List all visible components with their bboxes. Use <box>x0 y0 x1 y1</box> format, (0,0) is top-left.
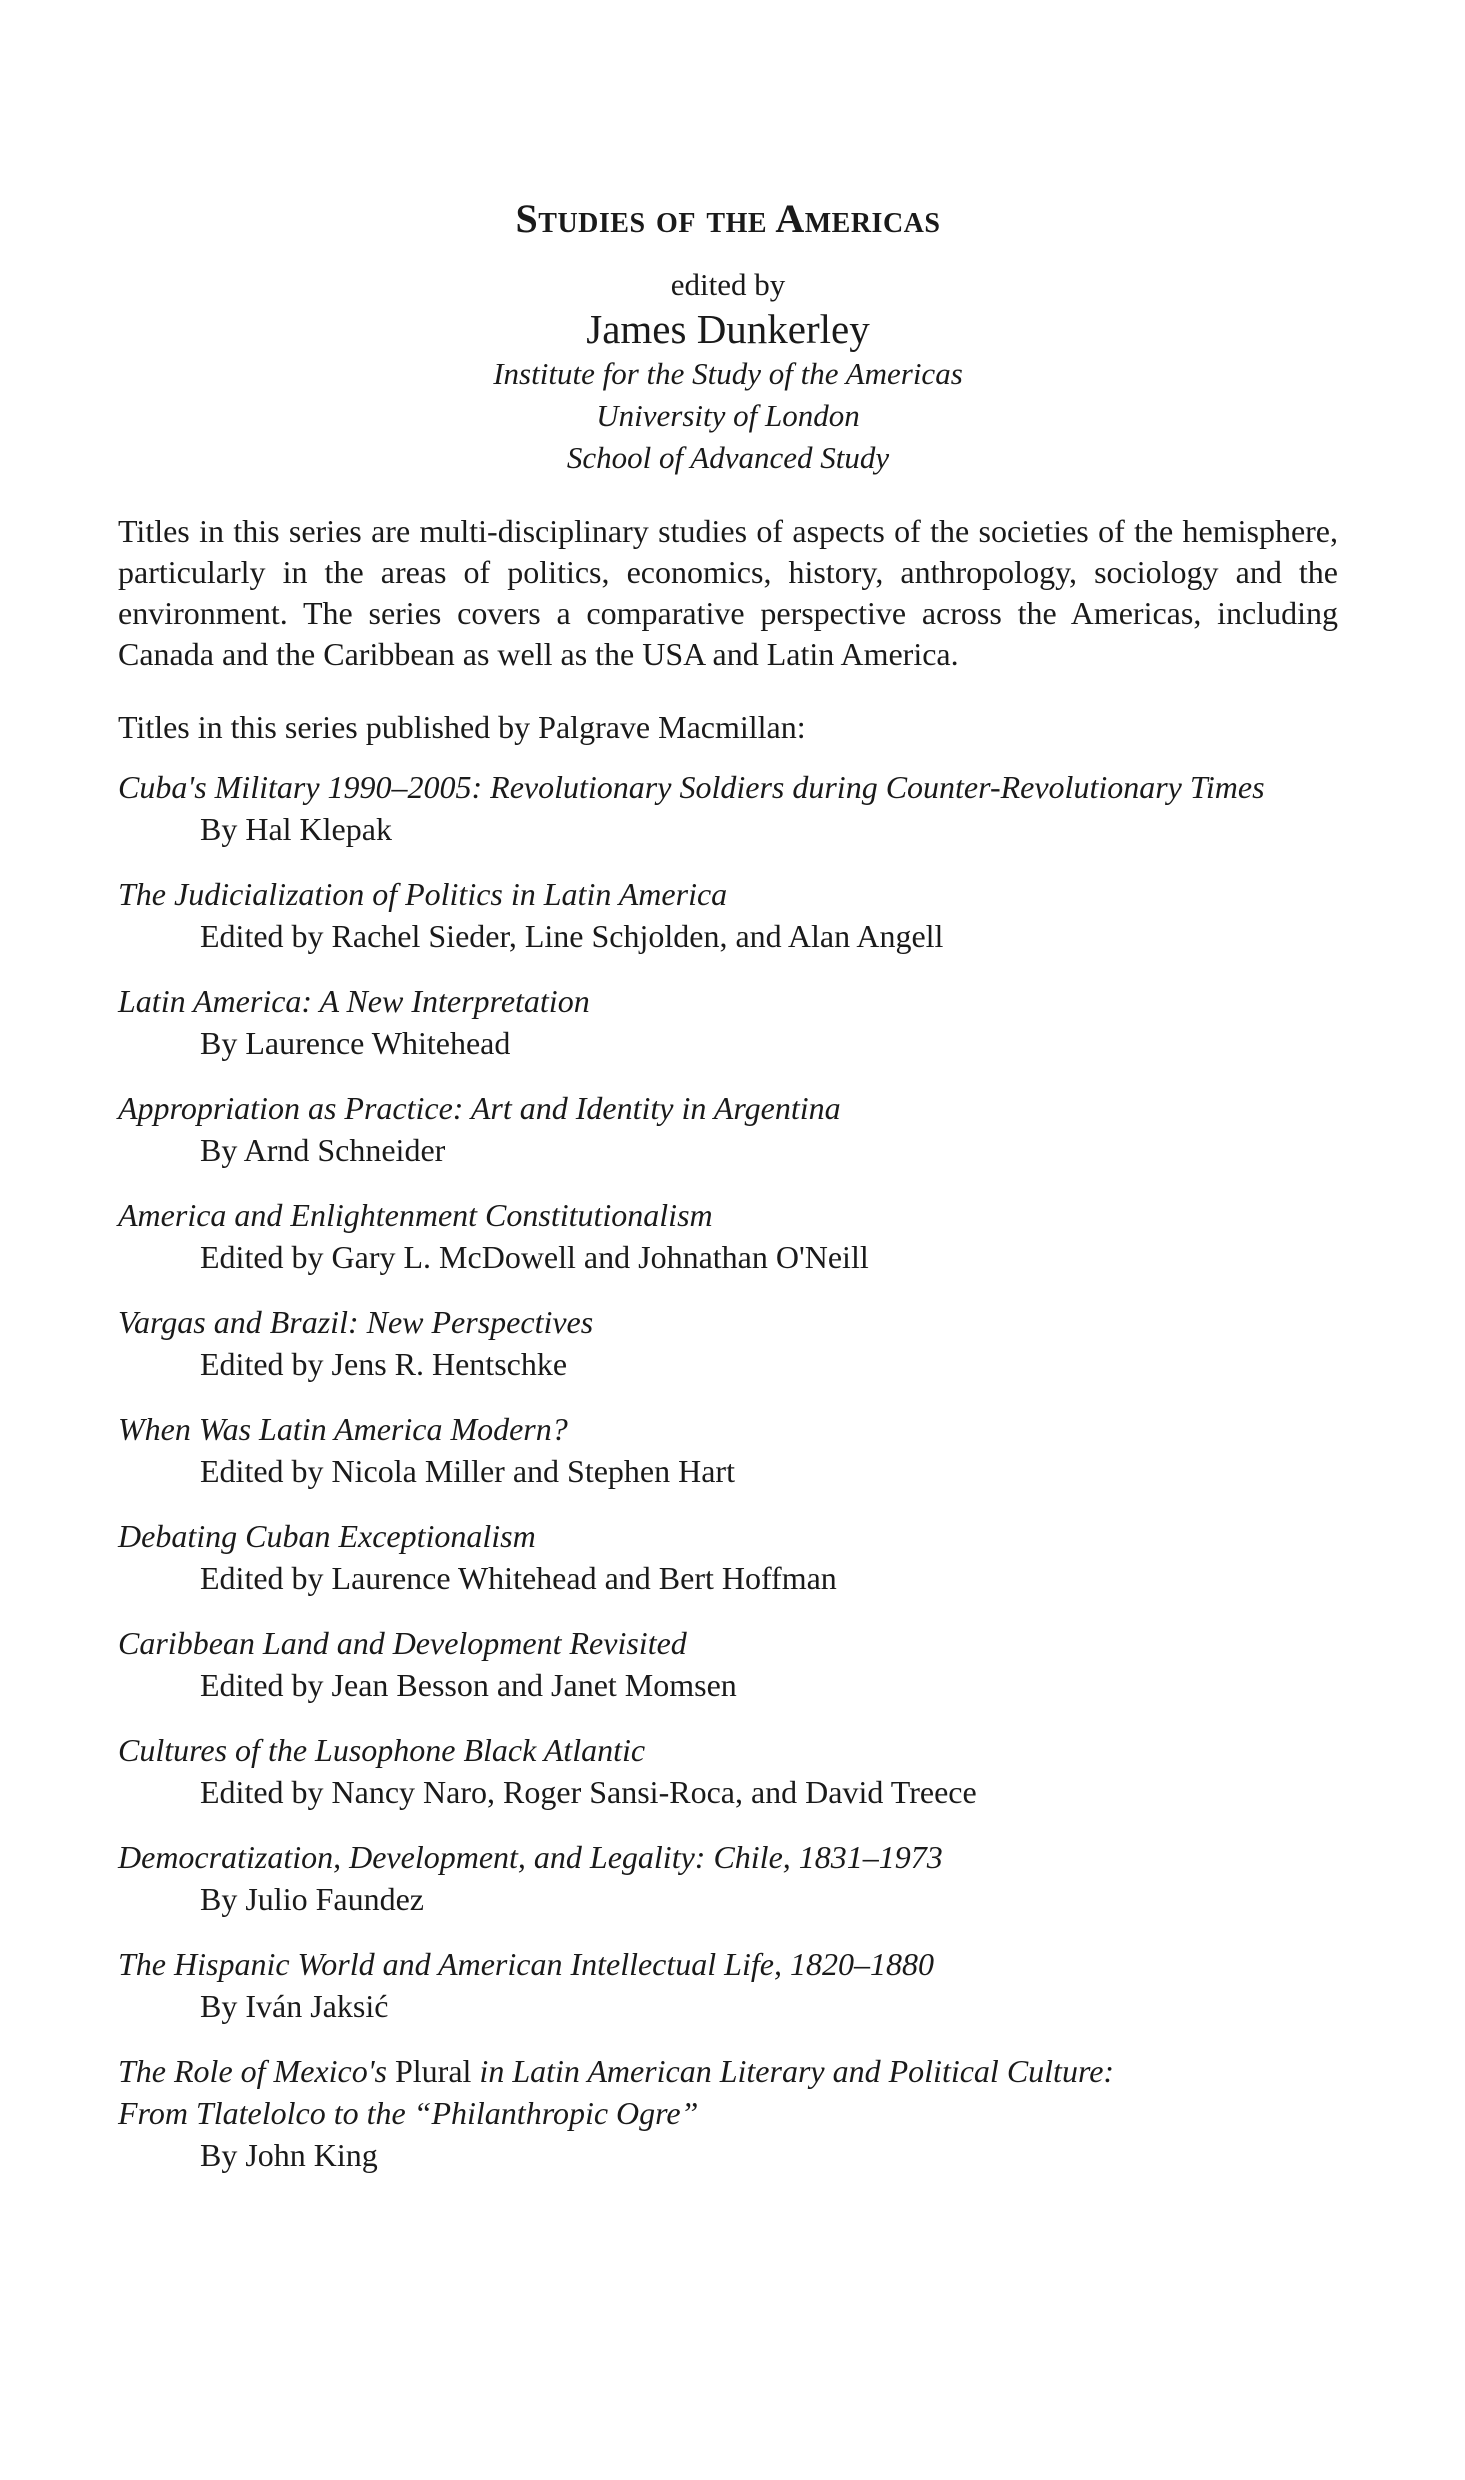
book-byline: By Julio Faundez <box>200 1881 424 1917</box>
book-title: Debating Cuban Exceptionalism <box>118 1518 536 1554</box>
book-entry <box>118 1729 1338 1813</box>
book-byline: Edited by Nicola Miller and Stephen Hart <box>200 1453 735 1489</box>
book-byline: Edited by Laurence Whitehead and Bert Hoffman <box>200 1560 837 1596</box>
book-byline: By Arnd Schneider <box>200 1132 446 1168</box>
book-entry <box>118 2050 1338 2176</box>
book-entry <box>118 1836 1338 1920</box>
editor-name: James Dunkerley <box>586 306 870 352</box>
book-byline: Edited by Jens R. Hentschke <box>200 1346 568 1382</box>
book-title: The Judicialization of Politics in Latin America <box>118 876 728 912</box>
series-page <box>118 195 1338 2199</box>
book-entry <box>118 1622 1338 1706</box>
published-heading: Titles in this series published by Palgrave Macmillan: <box>118 709 806 745</box>
book-entry <box>118 1943 1338 2027</box>
book-byline: By Iván Jaksić <box>200 1988 389 2024</box>
book-title: America and Enlightenment Constitutionalism <box>118 1197 713 1233</box>
book-entry <box>118 1408 1338 1492</box>
book-byline: By Hal Klepak <box>200 811 392 847</box>
book-entry <box>118 873 1338 957</box>
book-title <box>118 2050 1338 2092</box>
edited-by-label: edited by <box>670 267 786 302</box>
book-title-line2: From Tlatelolco to the “Philanthropic Ogre” <box>118 2095 699 2131</box>
book-title: Cuba's Military 1990–2005: Revolutionary Soldiers during Counter-Revolutionary Times <box>118 769 1265 805</box>
book-entry <box>118 1087 1338 1171</box>
book-byline: By Laurence Whitehead <box>200 1025 511 1061</box>
book-byline: By John King <box>200 2137 378 2173</box>
book-byline: Edited by Gary L. McDowell and Johnathan O'Neill <box>200 1239 869 1275</box>
book-title: Latin America: A New Interpretation <box>118 983 590 1019</box>
book-byline: Edited by Jean Besson and Janet Momsen <box>200 1667 737 1703</box>
book-byline: Edited by Nancy Naro, Roger Sansi-Roca, and David Treece <box>200 1774 977 1810</box>
book-title: Cultures of the Lusophone Black Atlantic <box>118 1732 646 1768</box>
book-byline: Edited by Rachel Sieder, Line Schjolden, and Alan Angell <box>200 918 944 954</box>
book-entry <box>118 980 1338 1064</box>
book-title: Vargas and Brazil: New Perspectives <box>118 1304 594 1340</box>
book-title: Appropriation as Practice: Art and Identity in Argentina <box>118 1090 841 1126</box>
book-title: When Was Latin America Modern? <box>118 1411 568 1447</box>
affiliation-line: University of London <box>596 398 860 433</box>
book-title: Caribbean Land and Development Revisited <box>118 1625 687 1661</box>
affiliation-line: Institute for the Study of the Americas <box>493 356 963 391</box>
book-title: The Hispanic World and American Intellectual Life, 1820–1880 <box>118 1946 934 1982</box>
book-title: Democratization, Development, and Legality: Chile, 1831–1973 <box>118 1839 943 1875</box>
book-title-roman-word: Plural <box>394 2053 472 2089</box>
book-title-part: The Role of Mexico's <box>118 2053 395 2089</box>
book-list <box>118 766 1338 2176</box>
book-entry <box>118 766 1338 850</box>
book-title-part: in Latin American Literary and Political Culture: <box>471 2053 1115 2089</box>
affiliation-line: School of Advanced Study <box>566 440 890 475</box>
book-entry <box>118 1194 1338 1278</box>
series-title: Studies of the Americas <box>515 196 941 241</box>
book-entry <box>118 1301 1338 1385</box>
book-entry <box>118 1515 1338 1599</box>
series-description: Titles in this series are multi-disciplinary studies of aspects of the societies of the hemisphere, particularly in the areas of politics, economics, history, anthropology, sociology and the environment. The series covers a comparative perspective across the Americas, including Canada and the Caribbean as well as the USA and Latin America. <box>118 513 1338 672</box>
